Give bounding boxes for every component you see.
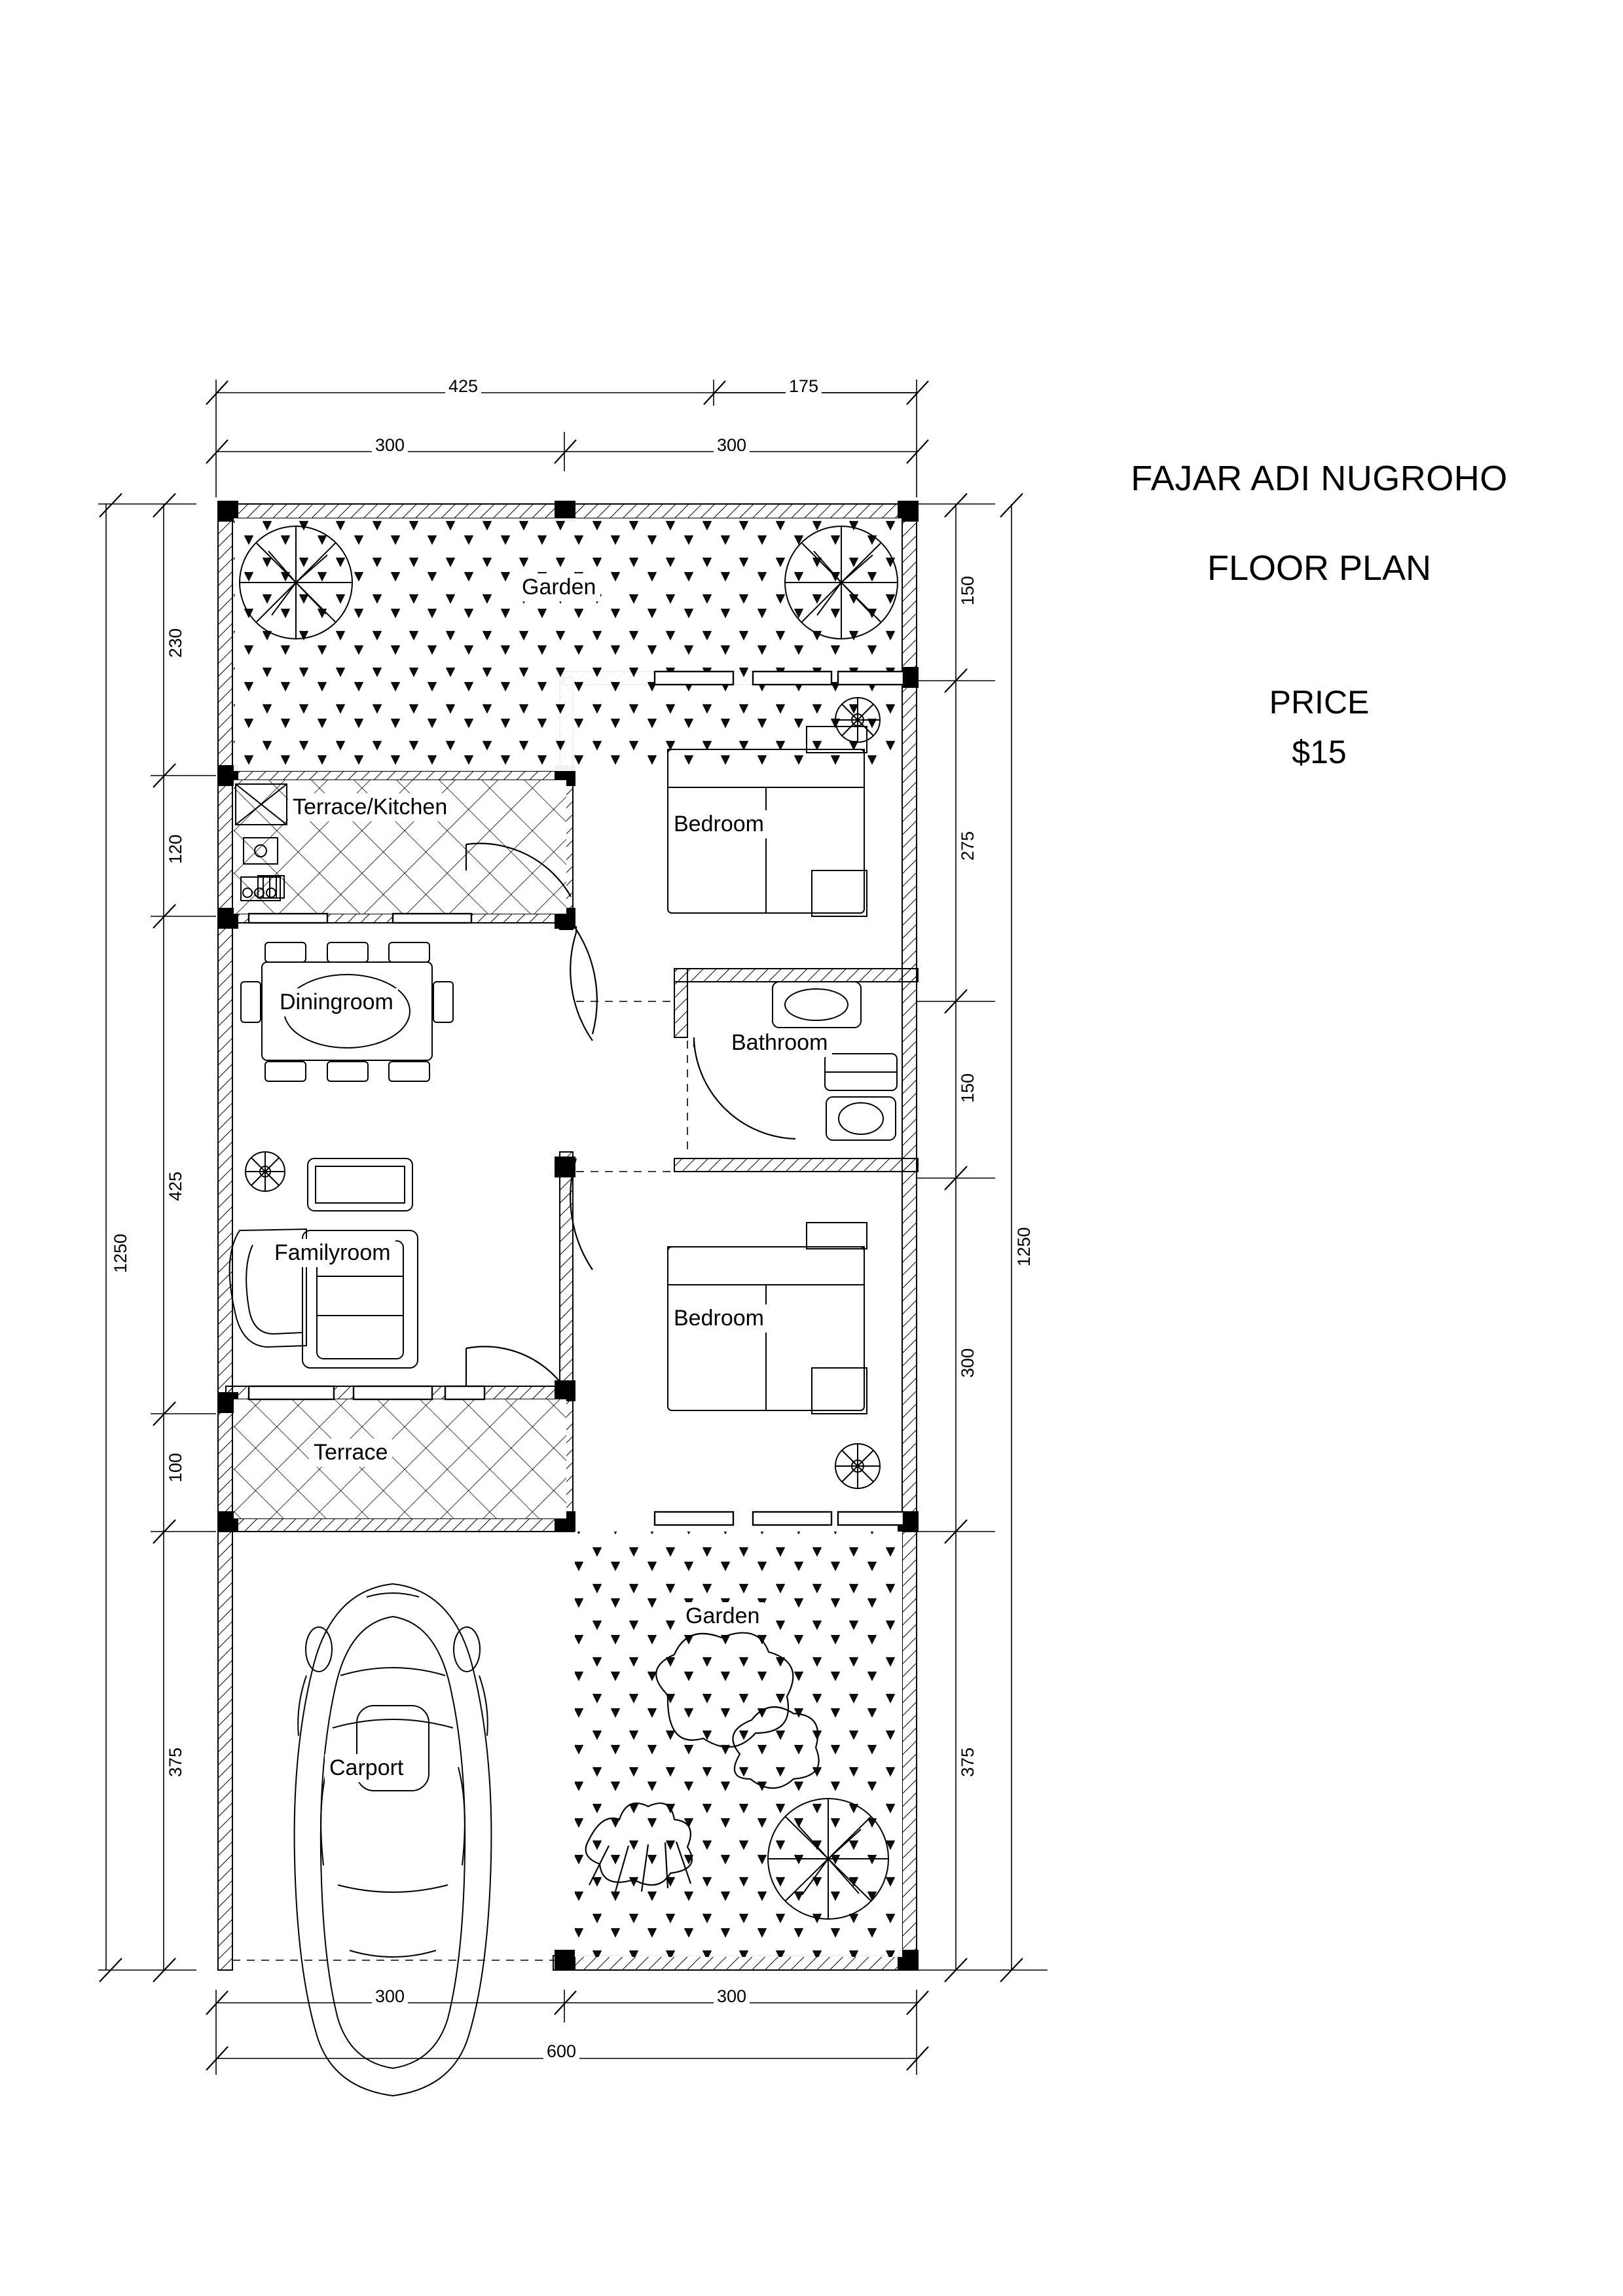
author-name: FAJAR ADI NUGROHO <box>1131 459 1508 498</box>
tree-icon-top-right <box>785 526 898 639</box>
dim-top-inner-1: 300 <box>714 435 750 456</box>
dim-right-inner-0: 150 <box>957 573 979 609</box>
dim-right-inner-1: 275 <box>957 828 979 864</box>
price-label: PRICE <box>1269 684 1370 721</box>
tree-icon-bottom <box>768 1799 888 1919</box>
dim-left-inner-2: 425 <box>165 1168 187 1204</box>
room-label-garden-bottom: Garden <box>681 1602 764 1630</box>
tree-icon-top-left <box>240 526 352 639</box>
room-label-terrace: Terrace <box>309 1439 392 1467</box>
room-label-familyroom: Familyroom <box>270 1239 395 1267</box>
room-label-bedroom-top: Bedroom <box>669 810 769 838</box>
ceiling-fan-icon-familyroom <box>246 1152 285 1191</box>
car-icon <box>295 1584 492 2096</box>
dim-right-inner-4: 375 <box>957 1744 979 1780</box>
dim-top-inner-0: 300 <box>372 435 408 456</box>
bathroom-fixtures-icon <box>773 982 897 1140</box>
room-label-terrace-kitchen: Terrace/Kitchen <box>288 793 452 821</box>
dim-right-inner-3: 300 <box>957 1345 979 1381</box>
dim-left-inner-4: 375 <box>165 1744 187 1780</box>
room-label-bathroom: Bathroom <box>727 1029 832 1057</box>
ceiling-fan-icon-bedroom-bottom <box>835 1444 880 1488</box>
ceiling-fan-icon-bedroom-top <box>835 698 880 742</box>
room-label-bedroom-bottom: Bedroom <box>669 1304 769 1333</box>
dim-bottom-inner-1: 300 <box>714 1986 750 2007</box>
dim-left-inner-3: 100 <box>165 1450 187 1486</box>
dim-left-inner-0: 230 <box>165 625 187 661</box>
room-label-carport: Carport <box>325 1754 408 1782</box>
price-value: $15 <box>1292 734 1347 770</box>
dim-top-outer-1: 175 <box>786 376 822 397</box>
drawing-title: FLOOR PLAN <box>1207 548 1432 588</box>
dim-left-inner-1: 120 <box>165 831 187 867</box>
room-label-diningroom: Diningroom <box>275 988 398 1016</box>
dim-top-outer-0: 425 <box>445 376 481 397</box>
dim-right-inner-2: 150 <box>957 1070 979 1106</box>
dim-right-total: 1250 <box>1013 1224 1035 1270</box>
dim-left-total: 1250 <box>110 1230 132 1276</box>
dim-bottom-total: 600 <box>543 2041 579 2062</box>
dim-bottom-inner-0: 300 <box>372 1986 408 2007</box>
room-label-garden-top: Garden <box>517 573 600 601</box>
